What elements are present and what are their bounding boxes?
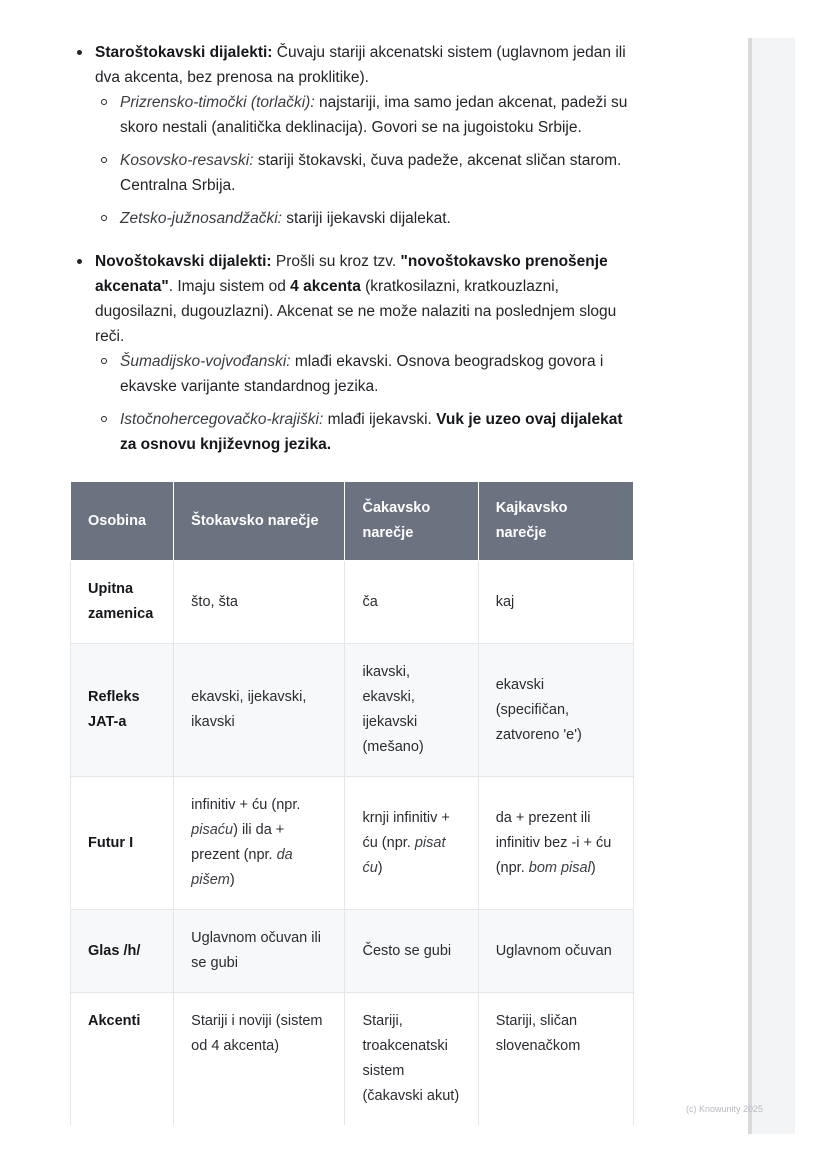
dialect-description: Čuvaju stariji akcenatski sistem (uglavnom jedan ili dva akcenta, bez prenosa na proklitike). — [95, 44, 626, 86]
sub-list — [95, 349, 640, 457]
list-item — [95, 407, 640, 457]
row-label: Upitna zamenica — [71, 561, 174, 644]
table-cell — [174, 777, 345, 910]
row-label: Futur I — [71, 777, 174, 910]
row-label: Refleks JAT-a — [71, 644, 174, 777]
comparison-table — [70, 481, 634, 1125]
table-cell: ekavski (specifičan, zatvoreno 'e') — [478, 644, 633, 777]
list-item — [95, 206, 640, 231]
dialect-text: (kratkosilazni, kratkouzlazni, dugosilazni, dugouzlazni). Akcenat se ne može nalaziti na poslednjem slogu reči. — [95, 278, 617, 345]
subdialect-text: stariji ijekavski dijalekat. — [281, 210, 451, 227]
subdialect-name: Prizrensko-timočki (torlački): — [120, 94, 315, 111]
dialect-bold: 4 akcenta — [290, 278, 361, 295]
table-header: Osobina — [71, 482, 174, 561]
subdialect-text: mlađi ekavski. Osnova beogradskog govora i ekavske varijante standardnog jezika. — [120, 353, 604, 395]
table-cell: Stariji, troakcenatski sistem (čakavski akut) — [345, 993, 478, 1126]
cell-example: pisaću — [191, 822, 234, 838]
cell-example: da pišem — [191, 847, 293, 888]
table-cell: Uglavnom očuvan — [478, 910, 633, 993]
subdialect-name: Zetsko-južnosandžački: — [120, 210, 282, 227]
list-item — [95, 90, 640, 140]
copyright-footer: (c) Knowunity 2025 — [686, 1104, 764, 1114]
dialect-text: Prošli su kroz tzv. — [271, 253, 401, 270]
table-header-row — [71, 482, 634, 561]
subdialect-name: Kosovsko-resavski: — [120, 152, 254, 169]
right-sidebar — [748, 38, 795, 1134]
list-item — [95, 349, 640, 399]
dialect-title: Novoštokavski dijalekti: — [95, 253, 272, 270]
cell-example: pisat ću — [362, 834, 446, 876]
cell-example: bom pisal — [528, 859, 591, 876]
table-cell — [478, 777, 633, 910]
table-row — [71, 561, 634, 644]
row-label: Akcenti — [71, 993, 174, 1126]
table-row — [71, 777, 634, 910]
subdialect-text: stariji štokavski, čuva padeže, akcenat sličan starom. Centralna Srbija. — [120, 152, 622, 194]
table-cell — [345, 777, 478, 910]
table-cell: Često se gubi — [345, 910, 478, 993]
table-row — [71, 910, 634, 993]
subdialect-bold: Vuk je uzeo ovaj dijalekat za osnovu književnog jezika. — [120, 411, 623, 453]
table-cell: što, šta — [174, 561, 345, 644]
table-cell: ekavski, ijekavski, ikavski — [174, 644, 345, 777]
row-label: Glas /h/ — [71, 910, 174, 993]
cell-text: da + prezent ili infinitiv bez -i + ću (npr. — [495, 809, 612, 876]
subdialect-name: Šumadijsko-vojvođanski: — [120, 353, 291, 370]
subdialect-text: mlađi ijekavski. — [323, 411, 437, 428]
dialect-list — [95, 40, 640, 475]
table-header: Kajkavsko narečje — [478, 482, 633, 561]
cell-text: ) — [590, 859, 596, 876]
table-cell: kaj — [478, 561, 633, 644]
table-header: Čakavsko narečje — [345, 482, 478, 561]
table-cell: ikavski, ekavski, ijekavski (mešano) — [345, 644, 478, 777]
table-row — [71, 644, 634, 777]
subdialect-text: najstariji, ima samo jedan akcenat, padeži su skoro nestali (analitička deklinacija). Govori se na jugoistoku Srbije. — [120, 94, 628, 136]
dialect-text: . Imaju sistem od — [168, 278, 291, 295]
dialect-title: Staroštokavski dijalekti: — [95, 44, 273, 61]
cell-text: krnji infinitiv + ću (npr. — [362, 809, 450, 851]
list-item-novostokavski — [95, 249, 640, 457]
dialect-bold: "novoštokavsko prenošenje akcenata" — [95, 253, 608, 295]
table-cell: Uglavnom očuvan ili se gubi — [174, 910, 345, 993]
table-cell: Stariji, sličan slovenačkom — [478, 993, 633, 1126]
table-cell: ča — [345, 561, 478, 644]
table-header: Štokavsko narečje — [174, 482, 345, 561]
cell-text: ) — [229, 872, 235, 888]
list-item-starostokavski — [95, 40, 640, 231]
subdialect-name: Istočnohercegovačko-krajiški: — [120, 411, 324, 428]
cell-text: ) — [377, 859, 383, 876]
list-item — [95, 148, 640, 198]
sub-list — [95, 90, 640, 231]
table-cell: Stariji i noviji (sistem od 4 akcenta) — [174, 993, 345, 1126]
cell-text: ) ili da + prezent (npr. — [191, 822, 285, 863]
cell-text: infinitiv + ću (npr. — [191, 797, 301, 813]
table-row — [71, 993, 634, 1126]
